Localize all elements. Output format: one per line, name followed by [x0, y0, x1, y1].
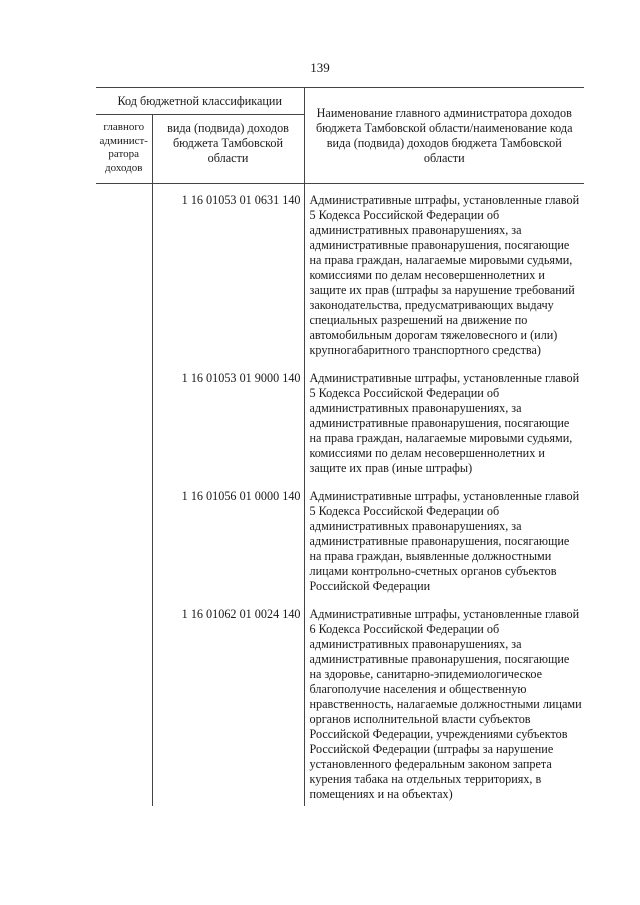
header-chief-administrator: главного админист-ратора доходов — [96, 115, 152, 184]
admin-code-cell — [96, 184, 152, 363]
code-cell: 1 16 01053 01 9000 140 — [152, 362, 304, 480]
name-cell: Административные штрафы, установленные главой 5 Кодекса Российской Федерации об административных правонарушениях, за административные правонарушения, посягающие на права граждан, выявленные должностными лицами контрольно-счетных органов субъектов Российской Федерации — [309, 489, 580, 593]
code-cell: 1 16 01062 01 0024 140 — [152, 598, 304, 806]
header-name: Наименование главного администратора доходов бюджета Тамбовской области/наименование кода вида (подвида) доходов бюджета Тамбовской области — [304, 88, 584, 184]
page-number: 139 — [310, 60, 330, 75]
code-cell: 1 16 01053 01 0631 140 — [152, 184, 304, 363]
table-row — [96, 362, 584, 480]
admin-code-cell — [96, 362, 152, 480]
budget-classification-table — [96, 87, 584, 806]
header-budget-classification: Код бюджетной классификации — [96, 88, 304, 115]
table-row — [96, 480, 584, 598]
header-revenue-type: вида (подвида) доходов бюджета Тамбовской области — [152, 115, 304, 184]
name-cell: Административные штрафы, установленные главой 6 Кодекса Российской Федерации об административных правонарушениях, за административные правонарушения, посягающие на здоровье, санитарно-эпидемиологическое благополучие населения и общественную нравственность, налагаемые должностными лицами органов исполнительной власти субъектов Российской Федерации, учреждениями субъектов Российской Федерации (штрафы за нарушение установленного федеральным законом запрета курения табака на отдельных территориях, в помещениях и на объектах) — [309, 607, 582, 801]
code-cell: 1 16 01056 01 0000 140 — [152, 480, 304, 598]
table-row — [96, 184, 584, 363]
table-row — [96, 598, 584, 806]
admin-code-cell — [96, 480, 152, 598]
admin-code-cell — [96, 598, 152, 806]
name-cell: Административные штрафы, установленные главой 5 Кодекса Российской Федерации об административных правонарушениях, за административные правонарушения, посягающие на права граждан, налагаемые мировыми судьями, комиссиями по делам несовершеннолетних и защите их прав (иные штрафы) — [309, 371, 580, 475]
name-cell: Административные штрафы, установленные главой 5 Кодекса Российской Федерации об административных правонарушениях, за административные правонарушения, посягающие на права граждан, налагаемые мировыми судьями, комиссиями по делам несовершеннолетних и защите их прав (штрафы за нарушение требований законодательства, предусматривающих выдачу специальных разрешений на движение по автомобильным дорогам тяжеловесного и (или) крупногабаритного транспортного средства) — [309, 193, 580, 357]
